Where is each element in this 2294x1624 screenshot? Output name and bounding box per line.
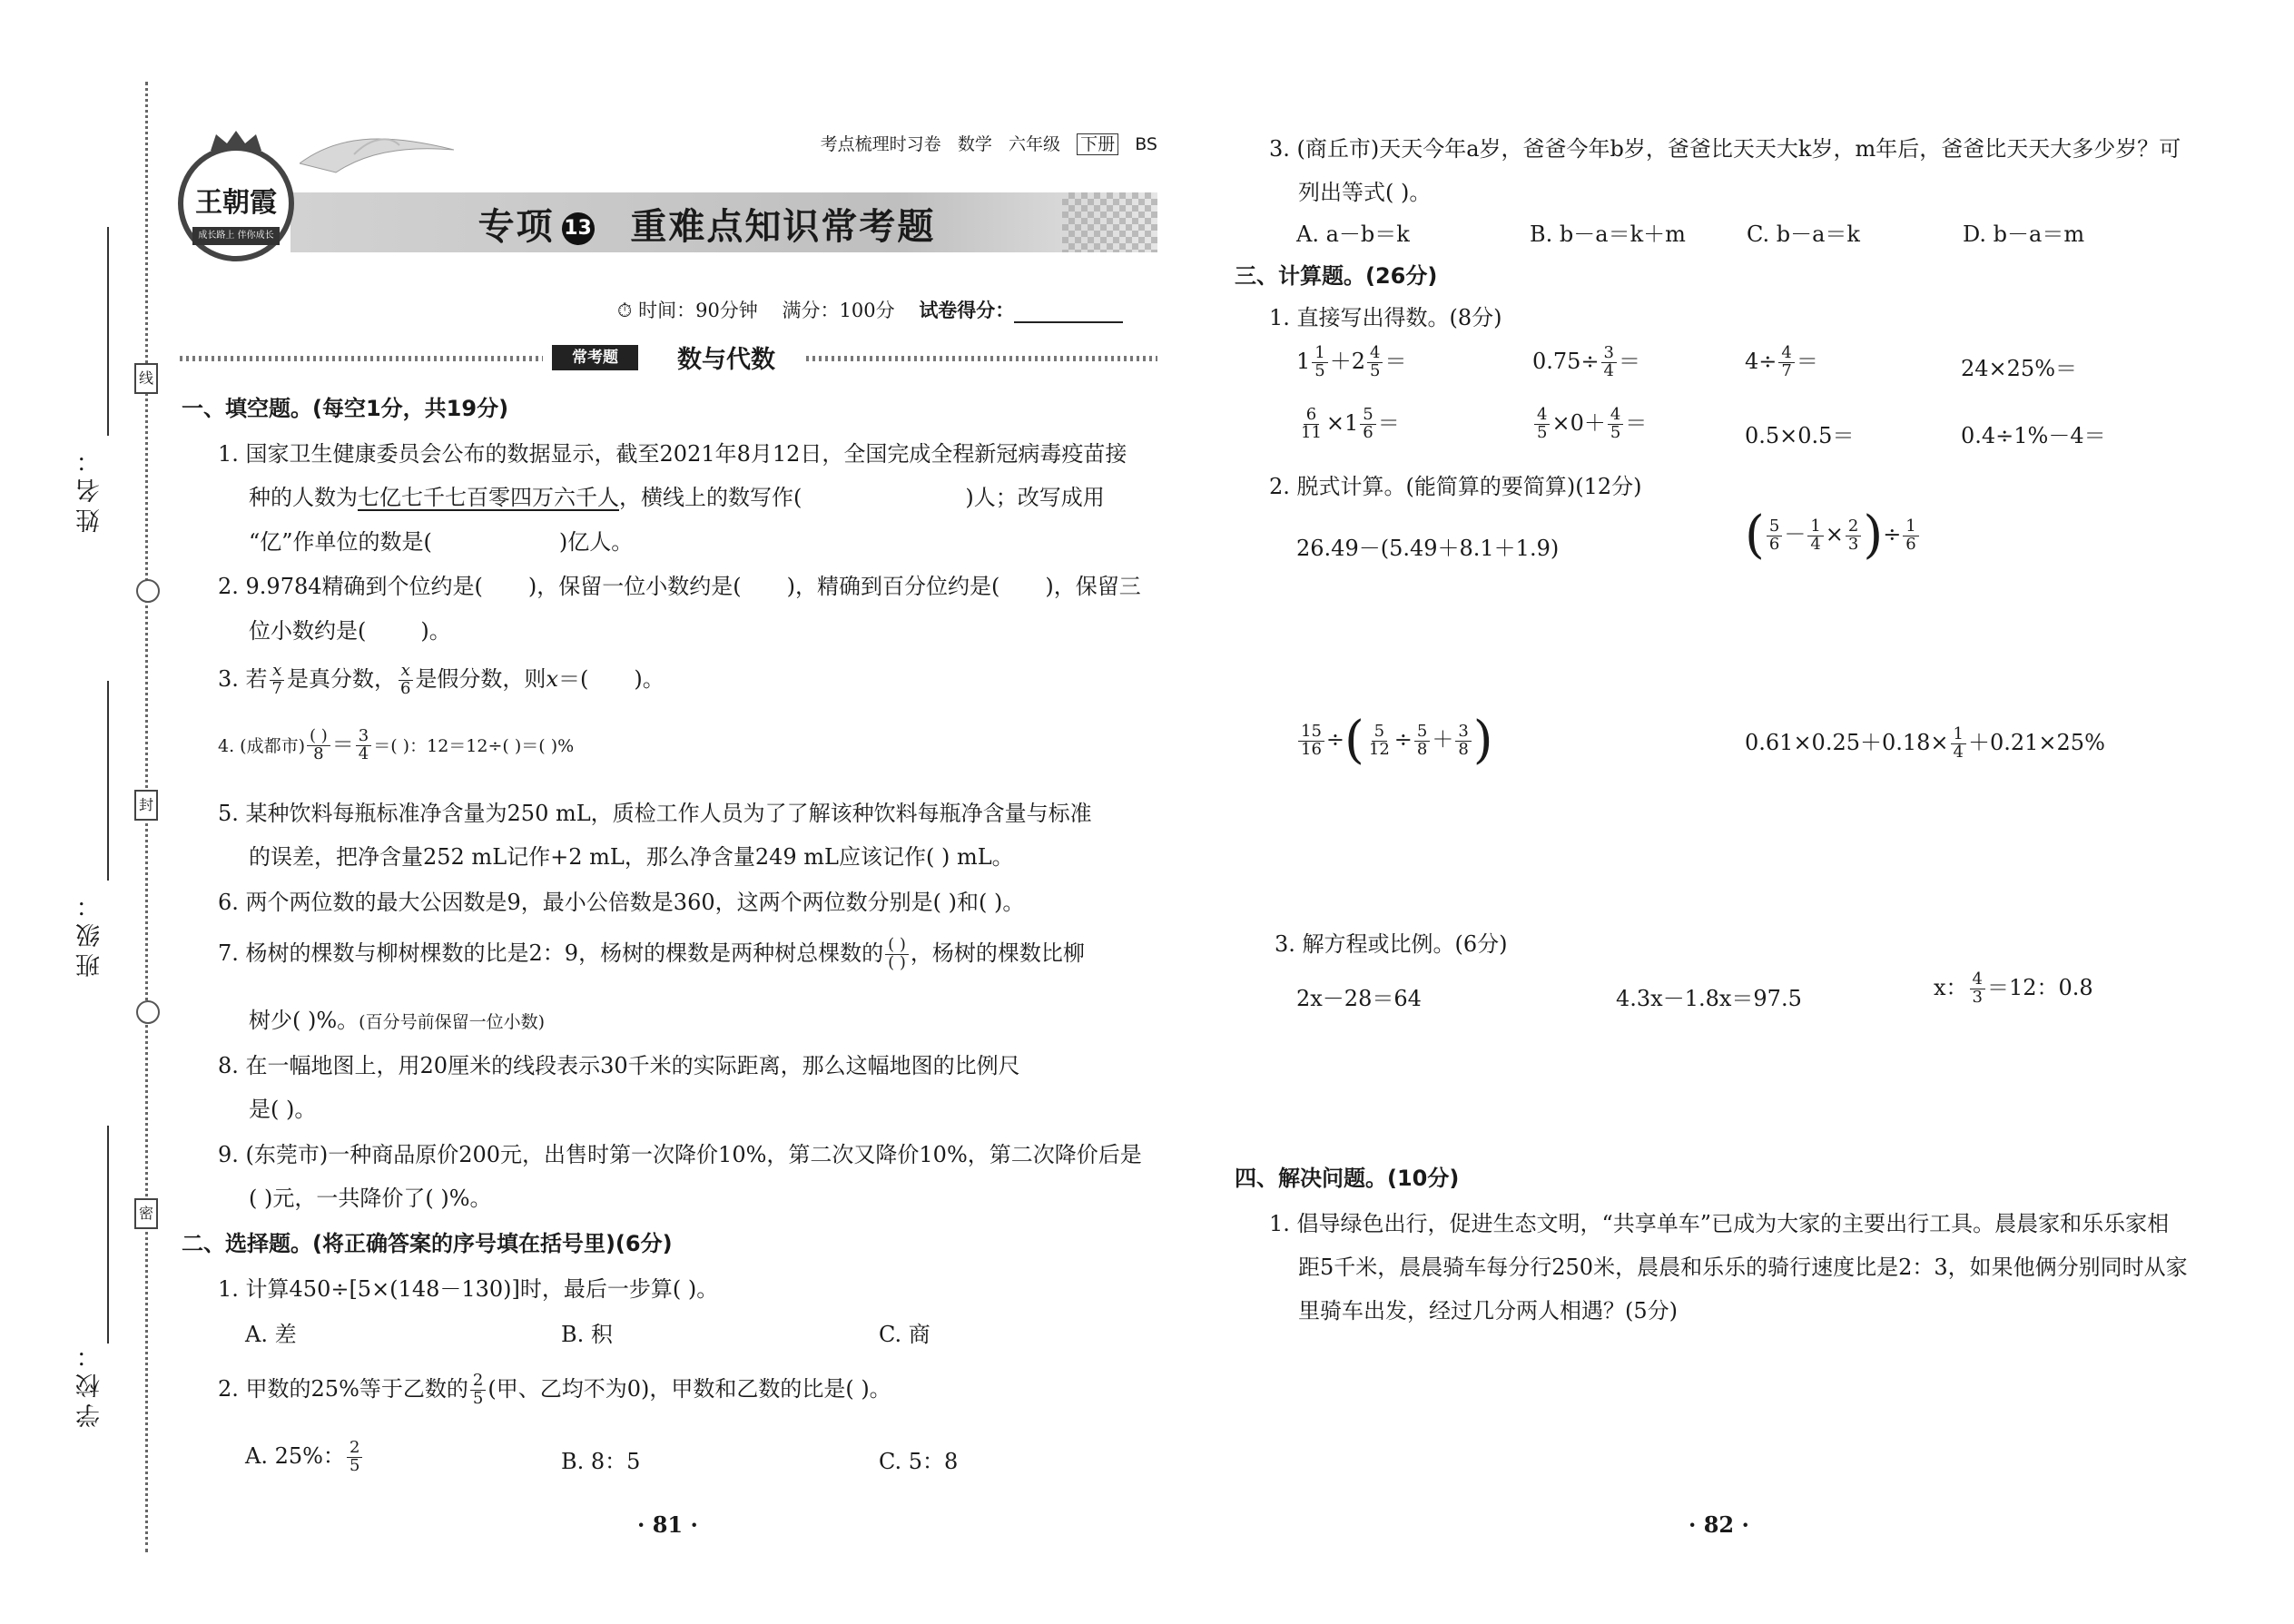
q1-text: “亿”作单位的数是( xyxy=(249,529,432,555)
q2-text: 2. 9.9784精确到个位约是( xyxy=(218,574,483,599)
q7-text: 树少( )%。 xyxy=(249,1008,359,1033)
q3-text: 是真分数， xyxy=(286,666,396,692)
fraction: $\frac{5}{12}$ xyxy=(1368,721,1390,759)
fraction: $\frac{4}{5}$ xyxy=(1608,407,1623,442)
calc1-item-7: 0.5×0.5＝ xyxy=(1745,423,1855,448)
ribbon-wing-decoration xyxy=(300,127,454,182)
option-text: A. 25%： xyxy=(245,1443,345,1469)
c-q2-line xyxy=(218,1371,891,1408)
exam-time: 时间：90分钟 xyxy=(638,300,758,321)
calc3-item-3: x： $\frac{4}{3}$ ＝12：0.8 xyxy=(1934,969,2093,1007)
c-q1-line: 1. 计算450÷[5×(148－130)]时，最后一步算( )。 xyxy=(218,1276,719,1302)
q2-line1 xyxy=(218,568,1141,600)
title-number-badge: 13 xyxy=(562,212,595,245)
school-label: 学校： xyxy=(76,1338,104,1428)
fraction: $\frac{5}{6}$ xyxy=(1767,518,1782,554)
q7-note: (百分号前保留一位小数) xyxy=(359,1012,545,1032)
fraction: $\frac{3}{4}$ xyxy=(356,728,371,763)
section-bar xyxy=(180,345,1157,374)
page-number-right: · 82 · xyxy=(1689,1511,1749,1538)
fraction: $\frac{4}{5}$ xyxy=(1367,345,1383,380)
fraction: $\frac{2}{5}$ xyxy=(470,1373,486,1408)
fraction: ( ) 8 xyxy=(307,728,330,763)
c-q1-option-c[interactable]: C. 商 xyxy=(879,1322,930,1347)
binding-flower-icon xyxy=(136,1000,160,1024)
p4-line3: 里骑车出发，经过几分两人相遇？(5分) xyxy=(1298,1298,1678,1324)
calc1-item-2: 0.75÷ $\frac{3}{4}$ ＝ xyxy=(1532,343,1640,380)
c-q1-option-b[interactable]: B. 积 xyxy=(561,1322,613,1347)
part3-heading: 三、计算题。(26分) xyxy=(1235,263,1438,289)
q7-line2 xyxy=(249,1002,545,1034)
q4-text: ＝( )：12＝12÷( )＝( )% xyxy=(373,736,575,756)
fraction: $\frac{2}{3}$ xyxy=(1846,518,1861,554)
q6-line: 6. 两个两位数的最大公因数是9，最小公倍数是360，这两个两位数分别是( )和( )。 xyxy=(218,890,1025,915)
q9-line2: ( )元，一共降价了( )%。 xyxy=(249,1186,492,1211)
calc2-item-4: 0.61×0.25＋0.18× $\frac{1}{4}$ ＋0.21×25% xyxy=(1745,724,2105,762)
c-q2-text: (甲、乙均不为0)，甲数和乙数的比是( )。 xyxy=(487,1376,891,1402)
fraction: $\frac{4}{5}$ xyxy=(1534,407,1550,442)
section-tag: 常考题 xyxy=(552,345,638,370)
fraction: $\frac{1}{6}$ xyxy=(1903,518,1918,554)
c-q2-option-b[interactable]: B. 8：5 xyxy=(561,1449,641,1474)
calc3-item-1: 2x－28＝64 xyxy=(1296,986,1422,1011)
calc1-item-1: 1 $\frac{1}{5}$ ＋2 $\frac{4}{5}$ ＝ xyxy=(1296,343,1407,380)
calc2-item-3: $\frac{15}{16}$ ÷( $\frac{5}{12}$ ÷ $\frac{5}{8}$ ＋ $\frac{3}{8}$ ) xyxy=(1296,715,1493,766)
q3-text: 3. 若 xyxy=(218,666,268,692)
q1-line1: 1. 国家卫生健康委员会公布的数据显示，截至2021年8月12日，全国完成全程新冠病毒疫苗接 xyxy=(218,441,1127,467)
calc3-item-2: 4.3x－1.8x＝97.5 xyxy=(1616,986,1802,1011)
q3-text: 是假分数，则 xyxy=(415,666,546,692)
class-blank-line xyxy=(107,681,109,881)
fraction: $\frac{1}{5}$ xyxy=(1312,345,1327,380)
fraction: $\frac{3}{4}$ xyxy=(1601,345,1617,380)
section-title: 数与代数 xyxy=(677,346,775,374)
q7-text: ，杨树的棵数比柳 xyxy=(910,940,1085,966)
calc2-heading: 2. 脱式计算。(能简算的要简算)(12分) xyxy=(1269,474,1642,499)
binding-mark-mi: 密 xyxy=(134,1198,158,1229)
q2-text: 位小数约是( xyxy=(249,618,367,644)
q1-text: )人；改写成用 xyxy=(965,485,1105,510)
school-blank-line xyxy=(107,1126,109,1343)
q2-text: )，保留三 xyxy=(1045,574,1141,599)
calc1-heading: 1. 直接写出得数。(8分) xyxy=(1269,305,1502,330)
section-dash-right xyxy=(806,356,1157,361)
q1-text: )亿人。 xyxy=(558,529,634,555)
c-q1-option-a[interactable]: A. 差 xyxy=(245,1322,297,1347)
q1-text: ，横线上的数写作( xyxy=(619,485,802,510)
edition: BS xyxy=(1135,134,1157,154)
fraction: $\frac{x}{6}$ xyxy=(398,663,413,698)
calc3-heading: 3. 解方程或比例。(6分) xyxy=(1275,931,1508,957)
q1-line2 xyxy=(249,479,1105,511)
q3-text: ＝( xyxy=(557,666,589,692)
title-prefix: 专项 xyxy=(478,206,555,248)
score-label: 试卷得分： xyxy=(919,300,1015,321)
title-main: 重难点知识常考题 xyxy=(630,206,936,248)
fraction: ( ) ( ) xyxy=(885,937,909,972)
c-q2-option-c[interactable]: C. 5：8 xyxy=(879,1449,959,1474)
q4-city: 4. (成都市) xyxy=(218,736,305,756)
calc1-item-8: 0.4÷1%－4＝ xyxy=(1961,423,2106,448)
q8-line2: 是( )。 xyxy=(249,1097,317,1122)
q3-variable: x xyxy=(546,666,558,692)
q4-line: 4. (成都市) ( ) 8 ＝ $\frac{3}{4}$ ＝( )：12＝12÷( )＝( )% xyxy=(218,726,575,763)
class-label: 班级： xyxy=(76,888,104,978)
calc1-item-3: 4÷ $\frac{4}{7}$ ＝ xyxy=(1745,343,1818,380)
page-number-left: · 81 · xyxy=(637,1511,698,1538)
q2-line2 xyxy=(249,613,451,645)
grade: 六年级 xyxy=(1008,134,1060,154)
exam-info-row xyxy=(617,296,1123,323)
r-q3-option-c[interactable]: C. b－a＝k xyxy=(1747,221,1860,247)
q1-text: 种的人数为 xyxy=(249,485,358,510)
r-q3-line1: 3. (商丘市)天天今年a岁，爸爸今年b岁，爸爸比天天大k岁，m年后，爸爸比天天大多少岁？可 xyxy=(1269,136,2181,162)
fraction: $\frac{4}{3}$ xyxy=(1970,971,1985,1007)
r-q3-option-b[interactable]: B. b－a＝k＋m xyxy=(1530,221,1686,247)
subject: 数学 xyxy=(957,134,992,154)
score-blank[interactable] xyxy=(1014,303,1123,323)
p4-line1: 1. 倡导绿色出行，促进生态文明，“共享单车”已成为大家的主要出行工具。晨晨家和乐乐家相 xyxy=(1269,1211,2170,1236)
calc2-item-1: 26.49－(5.49＋8.1＋1.9) xyxy=(1296,536,1560,561)
q2-text: )，保留一位小数约是( xyxy=(527,574,742,599)
name-label: 姓名： xyxy=(76,443,104,533)
series-name: 考点梳理时习卷 xyxy=(820,134,941,154)
p4-line2: 距5千米，晨晨骑车每分行250米，晨晨和乐乐的骑行速度比是2：3，如果他俩分别同时从家 xyxy=(1298,1255,2188,1280)
c-q2-text: 2. 甲数的25%等于乙数的 xyxy=(218,1376,468,1402)
calc2-item-2: ( $\frac{5}{6}$ － $\frac{1}{4}$ × $\frac{2}{3}$ )÷ $\frac{1}{6}$ xyxy=(1745,510,1921,561)
part2-heading: 二、选择题。(将正确答案的序号填在括号里)(6分) xyxy=(182,1231,673,1256)
fraction: $\frac{2}{5}$ xyxy=(347,1440,362,1475)
section-dash-left xyxy=(180,356,543,361)
q7-line1 xyxy=(218,935,1085,972)
calc1-item-6: $\frac{4}{5}$ ×0＋ $\frac{4}{5}$ ＝ xyxy=(1532,405,1647,442)
logo-ribbon: 成长路上 伴你成长 xyxy=(192,227,280,245)
fraction: $\frac{5}{6}$ xyxy=(1360,407,1375,442)
q2-text: )，精确到百分位约是( xyxy=(786,574,1000,599)
fraction: $\frac{6}{11}$ xyxy=(1301,405,1322,442)
q5-line2: 的误差，把净含量252 mL记作+2 mL，那么净含量249 mL应该记作( ) mL。 xyxy=(249,844,1014,870)
fraction: $\frac{15}{16}$ xyxy=(1298,723,1324,759)
series-meta xyxy=(821,131,1157,155)
fraction: $\frac{5}{8}$ xyxy=(1414,723,1430,759)
fraction: $\frac{1}{4}$ xyxy=(1951,726,1966,762)
calc1-item-4: 24×25%＝ xyxy=(1961,356,2077,381)
clock-icon: ⏱ xyxy=(617,300,633,321)
binding-mark-feng: 封 xyxy=(134,790,158,821)
fraction: $\frac{4}{7}$ xyxy=(1778,345,1794,380)
logo-text: 王朝霞 xyxy=(195,187,277,219)
fraction: $\frac{1}{4}$ xyxy=(1807,518,1823,554)
calc1-item-5: $\frac{6}{11}$ ×1 $\frac{5}{6}$ ＝ xyxy=(1296,405,1400,442)
c-q2-option-a[interactable] xyxy=(245,1438,364,1475)
q3-text: )。 xyxy=(634,666,665,692)
r-q3-line2: 列出等式( )。 xyxy=(1298,180,1432,205)
part1-heading: 一、填空题。(每空1分，共19分) xyxy=(182,396,509,421)
name-blank-line xyxy=(107,227,109,436)
exam-full-score: 满分：100分 xyxy=(782,300,895,321)
q7-text: 7. 杨树的棵数与柳树棵数的比是2：9，杨树的棵数是两种树总棵数的 xyxy=(218,940,884,966)
fraction: $\frac{x}{7}$ xyxy=(270,663,285,698)
q2-text: )。 xyxy=(420,618,451,644)
q5-line1: 5. 某种饮料每瓶标准净含量为250 mL，质检工作人员为了了解该种饮料每瓶净含量与标准 xyxy=(218,801,1092,826)
fraction: $\frac{3}{8}$ xyxy=(1455,723,1471,759)
q3-line xyxy=(218,661,665,698)
q1-underlined-number: 七亿七千七百零四万六千人 xyxy=(358,485,619,510)
volume-badge: 下册 xyxy=(1077,133,1118,155)
q9-line1: 9. (东莞市)一种商品原价200元，出售时第一次降价10%，第二次又降价10%，第二次降价后是 xyxy=(218,1142,1142,1167)
r-q3-option-d[interactable]: D. b－a＝m xyxy=(1963,221,2085,247)
binding-flower-icon xyxy=(136,579,160,603)
r-q3-option-a[interactable]: A. a－b＝k xyxy=(1296,221,1410,247)
q8-line1: 8. 在一幅地图上，用20厘米的线段表示30千米的实际距离，那么这幅地图的比例尺 xyxy=(218,1053,1020,1078)
q1-line3 xyxy=(249,524,633,556)
part4-heading: 四、解决问题。(10分) xyxy=(1235,1166,1460,1191)
binding-mark-xian: 线 xyxy=(134,363,158,394)
